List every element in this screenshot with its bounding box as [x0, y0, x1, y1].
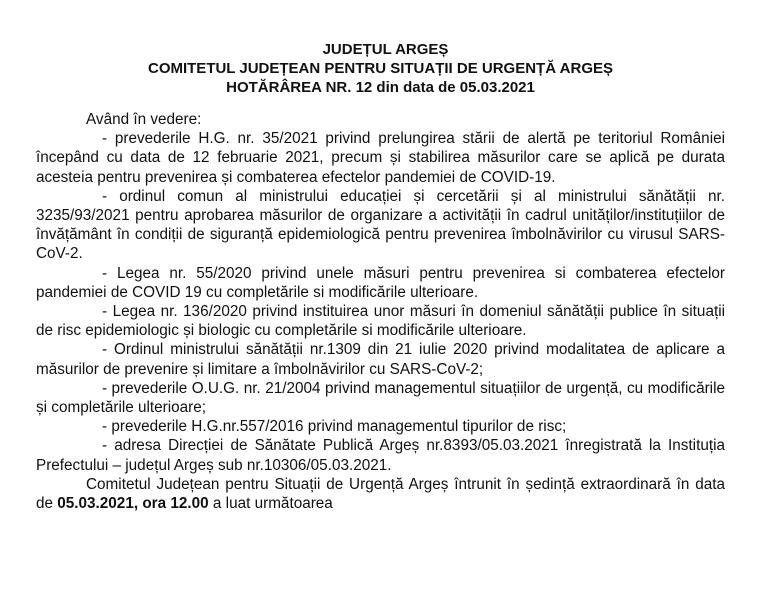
- closing-text-1: Comitetul Județean pentru Situații de Urgență Argeș întrunit în ședință extraordinară în data de: [36, 475, 725, 513]
- closing-paragraph: [36, 475, 725, 513]
- list-item: - ordinul comun al ministrului educației și cercetării și al ministrului sănătății nr. 3235/93/2021 pentru aprobarea măsurilor de organizare a activității în cadrul unităților/instituțiilor de învățământ în condiții de siguranță epidemiologică pentru prevenirea îmbolnăvirilor cu virusul SARS-CoV-2.: [36, 187, 725, 263]
- document-body: [36, 110, 725, 513]
- committee-title: COMITETUL JUDEȚEAN PENTRU SITUAȚII DE URGENȚĂ ARGEȘ: [147, 60, 614, 77]
- list-item: - Legea nr. 55/2020 privind unele măsuri pentru prevenirea si combaterea efectelor pandemiei de COVID 19 cu completările si modificările ulterioare.: [36, 264, 725, 301]
- closing-text-2: a luat următoarea: [208, 495, 333, 513]
- decision-title: HOTĂRÂREA NR. 12 din data de 05.03.2021: [226, 79, 535, 96]
- list-item: - adresa Direcției de Sănătate Publică Argeș nr.8393/05.03.2021 înregistrată la Instituția Prefectului – județul Argeș sub nr.10306/05.03.2021.: [36, 437, 725, 474]
- document-header: [36, 40, 725, 97]
- list-item: - prevederile O.U.G. nr. 21/2004 privind managementul situațiilor de urgență, cu modificările și completările ulterioare;: [36, 379, 725, 417]
- meeting-date-time: 05.03.2021, ora 12.00: [57, 495, 209, 513]
- intro-line: Având în vedere:: [86, 111, 202, 128]
- list-item: - prevederile H.G.nr.557/2016 privind managementul tipurilor de risc;: [102, 418, 567, 436]
- list-item: - Legea nr. 136/2020 privind instituirea unor măsuri în domeniul sănătății publice în situații de risc epidemiologic și biologic cu completările si modificările ulterioare.: [36, 303, 725, 340]
- county-title: JUDEȚUL ARGEȘ: [322, 41, 449, 58]
- list-item: - prevederile H.G. nr. 35/2021 privind prelungirea stării de alertă pe teritoriul României începând cu data de 12 februarie 2021, precum și stabilirea măsurilor care se aplică pe durata acesteia pentru prevenirea și combaterea efectelor pandemiei de COVID-19.: [36, 130, 725, 186]
- list-item: - Ordinul ministrului sănătății nr.1309 din 21 iulie 2020 privind modalitatea de aplicare a măsurilor de prevenire și limitare a îmbolnăvirilor cu SARS-CoV-2;: [36, 341, 725, 378]
